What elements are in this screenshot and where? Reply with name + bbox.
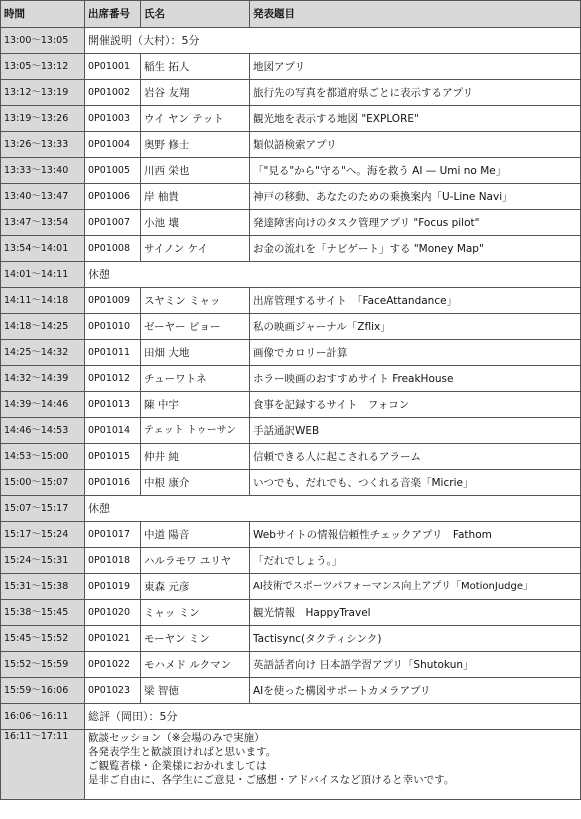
attendance-number-cell: 0P01004 bbox=[85, 132, 141, 158]
presentation-title-cell: いつでも、だれでも、つくれる音楽「Micrie」 bbox=[250, 470, 581, 496]
presenter-name-cell: 中道 陽音 bbox=[141, 522, 250, 548]
presentation-title-cell: 類似語検索アプリ bbox=[250, 132, 581, 158]
presentation-row bbox=[1, 418, 581, 444]
attendance-number-cell: 0P01021 bbox=[85, 626, 141, 652]
presentation-title-cell: Tactisync(タクティシンク) bbox=[250, 626, 581, 652]
time-cell: 13:26～13:33 bbox=[1, 132, 85, 158]
attendance-number-cell: 0P01014 bbox=[85, 418, 141, 444]
header-number: 出席番号 bbox=[85, 1, 141, 28]
attendance-number-cell: 0P01013 bbox=[85, 392, 141, 418]
presenter-name-cell: スヤミン ミャッ bbox=[141, 288, 250, 314]
attendance-number-cell: 0P01011 bbox=[85, 340, 141, 366]
presentation-title-cell: 手話通訳WEB bbox=[250, 418, 581, 444]
presenter-name-cell: 梁 智徳 bbox=[141, 678, 250, 704]
presentation-row bbox=[1, 80, 581, 106]
attendance-number-cell: 0P01006 bbox=[85, 184, 141, 210]
attendance-number-cell: 0P01015 bbox=[85, 444, 141, 470]
presenter-name-cell: ウイ ヤン テット bbox=[141, 106, 250, 132]
section-row bbox=[1, 28, 581, 54]
social-session-row bbox=[1, 730, 581, 800]
time-cell: 14:32～14:39 bbox=[1, 366, 85, 392]
section-row bbox=[1, 262, 581, 288]
presentation-title-cell: 旅行先の写真を都道府県ごとに表示するアプリ bbox=[250, 80, 581, 106]
header-name: 氏名 bbox=[141, 1, 250, 28]
presentation-row bbox=[1, 470, 581, 496]
presenter-name-cell: ミャッ ミン bbox=[141, 600, 250, 626]
presentation-title-cell: 地図アプリ bbox=[250, 54, 581, 80]
schedule-body bbox=[1, 28, 581, 800]
time-cell: 15:24～15:31 bbox=[1, 548, 85, 574]
session-note-cell bbox=[85, 730, 581, 800]
presentation-title-cell: AIを使った構図サポートカメラアプリ bbox=[250, 678, 581, 704]
presentation-title-cell: AI技術でスポーツパフォーマンス向上アプリ「MotionJudge」 bbox=[250, 574, 581, 600]
presentation-title-cell: 観光地を表示する地図 "EXPLORE" bbox=[250, 106, 581, 132]
presentation-row bbox=[1, 626, 581, 652]
time-cell: 13:05～13:12 bbox=[1, 54, 85, 80]
presentation-title-cell: ホラー映画のおすすめサイト FreakHouse bbox=[250, 366, 581, 392]
time-cell: 13:47～13:54 bbox=[1, 210, 85, 236]
time-cell: 14:01～14:11 bbox=[1, 262, 85, 288]
presentation-title-cell: 画像でカロリー計算 bbox=[250, 340, 581, 366]
attendance-number-cell: 0P01022 bbox=[85, 652, 141, 678]
time-cell: 16:11～17:11 bbox=[1, 730, 85, 800]
presentation-row bbox=[1, 366, 581, 392]
time-cell: 15:45～15:52 bbox=[1, 626, 85, 652]
header-title: 発表題目 bbox=[250, 1, 581, 28]
presenter-name-cell: 陳 中宇 bbox=[141, 392, 250, 418]
section-text-cell: 休憩 bbox=[85, 496, 581, 522]
presenter-name-cell: ゼーヤー ピョー bbox=[141, 314, 250, 340]
attendance-number-cell: 0P01009 bbox=[85, 288, 141, 314]
session-note-line: 是非ご自由に、各学生にご意見・ご感想・アドバイスなど頂けると幸いです。 bbox=[88, 774, 455, 786]
time-cell: 16:06～16:11 bbox=[1, 704, 85, 730]
presenter-name-cell: 稲生 拓人 bbox=[141, 54, 250, 80]
time-cell: 15:00～15:07 bbox=[1, 470, 85, 496]
attendance-number-cell: 0P01018 bbox=[85, 548, 141, 574]
presentation-title-cell: 観光情報 HappyTravel bbox=[250, 600, 581, 626]
attendance-number-cell: 0P01020 bbox=[85, 600, 141, 626]
presentation-row bbox=[1, 106, 581, 132]
presenter-name-cell: 小池 壤 bbox=[141, 210, 250, 236]
section-row bbox=[1, 704, 581, 730]
presentation-row bbox=[1, 444, 581, 470]
header-row bbox=[1, 1, 581, 28]
time-cell: 13:33～13:40 bbox=[1, 158, 85, 184]
presentation-row bbox=[1, 210, 581, 236]
presentation-row bbox=[1, 158, 581, 184]
presentation-title-cell: 出席管理するサイト 「FaceAttandance」 bbox=[250, 288, 581, 314]
presentation-title-cell: Webサイトの情報信頼性チェックアプリ Fathom bbox=[250, 522, 581, 548]
time-cell: 15:59～16:06 bbox=[1, 678, 85, 704]
presentation-title-cell: 英語話者向け 日本語学習アプリ「Shutokun」 bbox=[250, 652, 581, 678]
time-cell: 15:07～15:17 bbox=[1, 496, 85, 522]
session-note-line: 各発表学生と歓談頂ければと思います。 bbox=[88, 746, 277, 758]
time-cell: 15:52～15:59 bbox=[1, 652, 85, 678]
presentation-row bbox=[1, 54, 581, 80]
time-cell: 13:19～13:26 bbox=[1, 106, 85, 132]
attendance-number-cell: 0P01008 bbox=[85, 236, 141, 262]
presentation-title-cell: 「だれでしょう。」 bbox=[250, 548, 581, 574]
header-time: 時間 bbox=[1, 1, 85, 28]
time-cell: 13:12～13:19 bbox=[1, 80, 85, 106]
presenter-name-cell: 中根 康介 bbox=[141, 470, 250, 496]
attendance-number-cell: 0P01003 bbox=[85, 106, 141, 132]
presentation-title-cell: 発達障害向けのタスク管理アプリ "Focus pilot" bbox=[250, 210, 581, 236]
presenter-name-cell: 東森 元彦 bbox=[141, 574, 250, 600]
presenter-name-cell: チューワトネ bbox=[141, 366, 250, 392]
attendance-number-cell: 0P01005 bbox=[85, 158, 141, 184]
presentation-title-cell: 信頼できる人に起こされるアラーム bbox=[250, 444, 581, 470]
presenter-name-cell: 田畑 大地 bbox=[141, 340, 250, 366]
presentation-title-cell: 食事を記録するサイト フォコン bbox=[250, 392, 581, 418]
time-cell: 13:54～14:01 bbox=[1, 236, 85, 262]
presenter-name-cell: サイノン ケイ bbox=[141, 236, 250, 262]
attendance-number-cell: 0P01017 bbox=[85, 522, 141, 548]
presentation-title-cell: 「"見る"から"守る"へ。海を救う AI — Umi no Me」 bbox=[250, 158, 581, 184]
presentation-row bbox=[1, 678, 581, 704]
session-note-line: ご観覧者様・企業様におかれましては bbox=[88, 760, 267, 772]
time-cell: 14:25～14:32 bbox=[1, 340, 85, 366]
time-cell: 15:31～15:38 bbox=[1, 574, 85, 600]
presentation-row bbox=[1, 652, 581, 678]
attendance-number-cell: 0P01012 bbox=[85, 366, 141, 392]
time-cell: 14:11～14:18 bbox=[1, 288, 85, 314]
presentation-row bbox=[1, 184, 581, 210]
time-cell: 15:17～15:24 bbox=[1, 522, 85, 548]
presenter-name-cell: モーヤン ミン bbox=[141, 626, 250, 652]
presentation-row bbox=[1, 340, 581, 366]
presentation-title-cell: 神戸の移動、あなたのための乗換案内「U-Line Navi」 bbox=[250, 184, 581, 210]
session-note-line: 歓談セッション（※会場のみで実施） bbox=[88, 732, 265, 744]
presentation-title-cell: お金の流れを「ナビゲート」する "Money Map" bbox=[250, 236, 581, 262]
presenter-name-cell: 川西 栄也 bbox=[141, 158, 250, 184]
section-row bbox=[1, 496, 581, 522]
presenter-name-cell: 仲井 純 bbox=[141, 444, 250, 470]
presenter-name-cell: ハルラモワ ユリヤ bbox=[141, 548, 250, 574]
time-cell: 14:53～15:00 bbox=[1, 444, 85, 470]
presentation-row bbox=[1, 548, 581, 574]
time-cell: 14:46～14:53 bbox=[1, 418, 85, 444]
presenter-name-cell: 岸 柚貴 bbox=[141, 184, 250, 210]
presenter-name-cell: 奥野 修士 bbox=[141, 132, 250, 158]
presentation-row bbox=[1, 522, 581, 548]
presentation-row bbox=[1, 132, 581, 158]
time-cell: 13:00～13:05 bbox=[1, 28, 85, 54]
attendance-number-cell: 0P01007 bbox=[85, 210, 141, 236]
presentation-row bbox=[1, 600, 581, 626]
presentation-row bbox=[1, 314, 581, 340]
presenter-name-cell: 岩谷 友翔 bbox=[141, 80, 250, 106]
attendance-number-cell: 0P01002 bbox=[85, 80, 141, 106]
section-text-cell: 総評（岡田）：5分 bbox=[85, 704, 581, 730]
presenter-name-cell: テェット トゥーサン bbox=[141, 418, 250, 444]
attendance-number-cell: 0P01001 bbox=[85, 54, 141, 80]
section-text-cell: 休憩 bbox=[85, 262, 581, 288]
time-cell: 14:39～14:46 bbox=[1, 392, 85, 418]
presentation-row bbox=[1, 288, 581, 314]
presentation-row bbox=[1, 236, 581, 262]
attendance-number-cell: 0P01023 bbox=[85, 678, 141, 704]
time-cell: 13:40～13:47 bbox=[1, 184, 85, 210]
attendance-number-cell: 0P01019 bbox=[85, 574, 141, 600]
presentation-row bbox=[1, 392, 581, 418]
attendance-number-cell: 0P01010 bbox=[85, 314, 141, 340]
presenter-name-cell: モハメド ルクマン bbox=[141, 652, 250, 678]
time-cell: 14:18～14:25 bbox=[1, 314, 85, 340]
attendance-number-cell: 0P01016 bbox=[85, 470, 141, 496]
time-cell: 15:38～15:45 bbox=[1, 600, 85, 626]
presentation-row bbox=[1, 574, 581, 600]
presentation-title-cell: 私の映画ジャーナル「Zflix」 bbox=[250, 314, 581, 340]
section-text-cell: 開催説明（大村）：5分 bbox=[85, 28, 581, 54]
